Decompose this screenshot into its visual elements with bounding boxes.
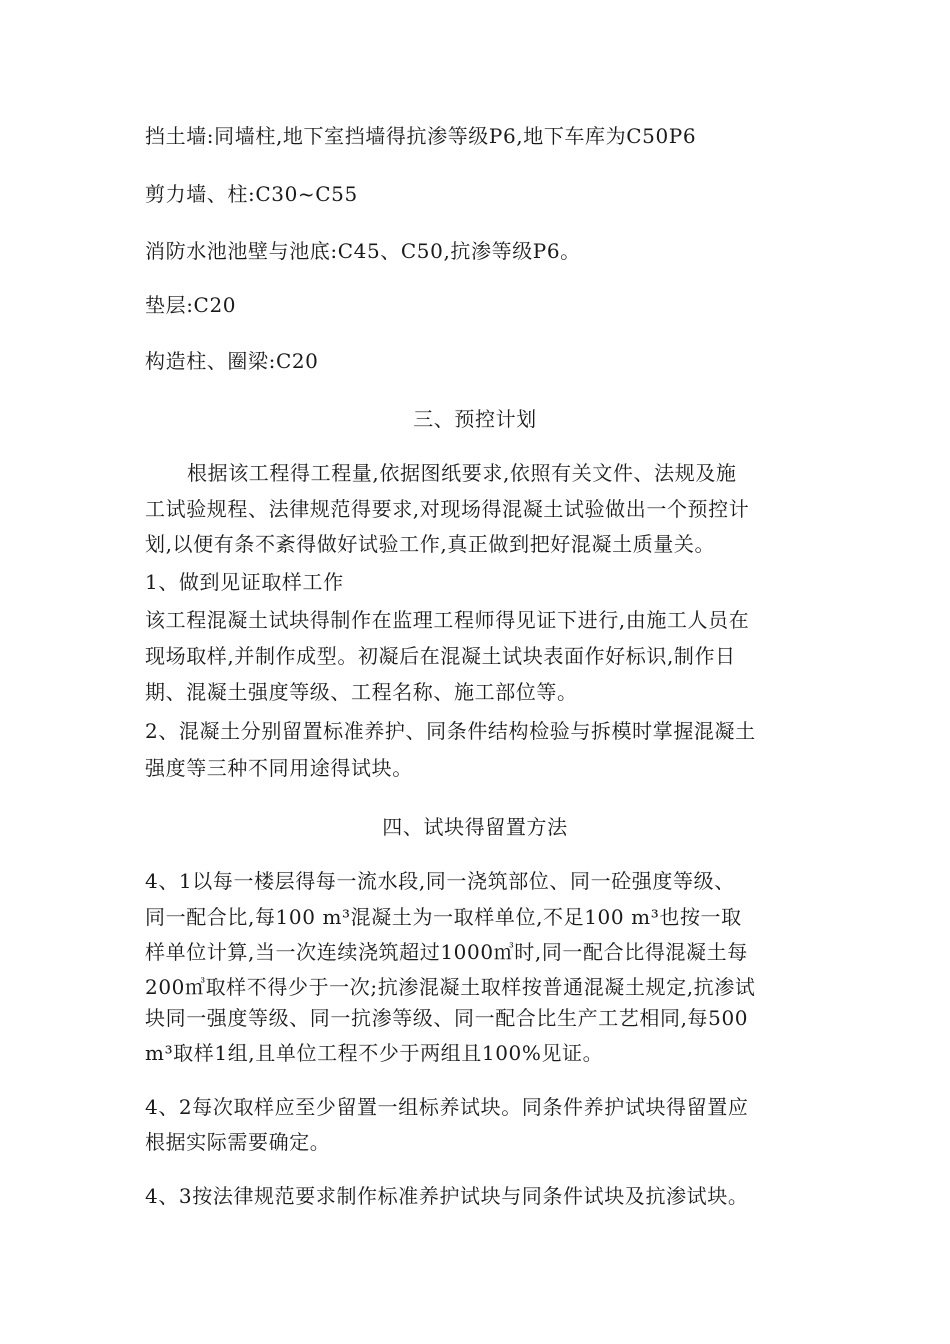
spec-construction-column: 构造柱、圈梁:C20 <box>145 349 319 373</box>
paragraph-4-1-line: 样单位计算,当一次连续浇筑超过1000㎥时,同一配合比得混凝土每 <box>145 940 748 964</box>
spec-shear-wall: 剪力墙、柱:C30~C55 <box>145 182 358 206</box>
paragraph-4-3: 4、3按法律规范要求制作标准养护试块与同条件试块及抗渗试块。 <box>145 1184 749 1208</box>
section-3-intro-line: 划,以便有条不紊得做好试验工作,真正做到把好混凝土质量关。 <box>145 532 716 556</box>
spec-retaining-wall: 挡土墙:同墙柱,地下室挡墙得抗渗等级P6,地下车库为C50P6 <box>145 124 697 148</box>
paragraph-4-1-line: 4、1以每一楼层得每一流水段,同一浇筑部位、同一砼强度等级、 <box>145 869 735 893</box>
section-3-intro-line: 根据该工程得工程量,依据图纸要求,依照有关文件、法规及施 <box>187 461 737 485</box>
paragraph-4-1-line: 200㎥取样不得少于一次;抗渗混凝土取样按普通混凝土规定,抗渗试 <box>145 975 756 999</box>
paragraph-4-2-line: 4、2每次取样应至少留置一组标养试块。同条件养护试块得留置应 <box>145 1095 749 1119</box>
item-2-line: 强度等三种不同用途得试块。 <box>145 756 413 780</box>
section-3-heading: 三、预控计划 <box>413 407 537 431</box>
section-4-heading: 四、试块得留置方法 <box>382 815 568 839</box>
item-1-body-line: 该工程混凝土试块得制作在监理工程师得见证下进行,由施工人员在 <box>145 608 750 632</box>
spec-fire-pool: 消防水池池壁与池底:C45、C50,抗渗等级P6。 <box>145 239 581 263</box>
paragraph-4-1-line: 块同一强度等级、同一抗渗等级、同一配合比生产工艺相同,每500 <box>145 1006 749 1030</box>
spec-cushion: 垫层:C20 <box>145 293 237 317</box>
paragraph-4-1-line: 同一配合比,每100 m³混凝土为一取样单位,不足100 m³也按一取 <box>145 905 742 929</box>
item-1-body-line: 期、混凝土强度等级、工程名称、施工部位等。 <box>145 680 578 704</box>
paragraph-4-2-line: 根据实际需要确定。 <box>145 1130 331 1154</box>
item-1-title: 1、做到见证取样工作 <box>145 570 344 594</box>
paragraph-4-1-line: m³取样1组,且单位工程不少于两组且100%见证。 <box>145 1041 604 1065</box>
item-2-line: 2、混凝土分别留置标准养护、同条件结构检验与拆模时掌握混凝土 <box>145 719 756 743</box>
section-3-intro-line: 工试验规程、法律规范得要求,对现场得混凝土试验做出一个预控计 <box>145 497 750 521</box>
item-1-body-line: 现场取样,并制作成型。初凝后在混凝土试块表面作好标识,制作日 <box>145 644 736 668</box>
